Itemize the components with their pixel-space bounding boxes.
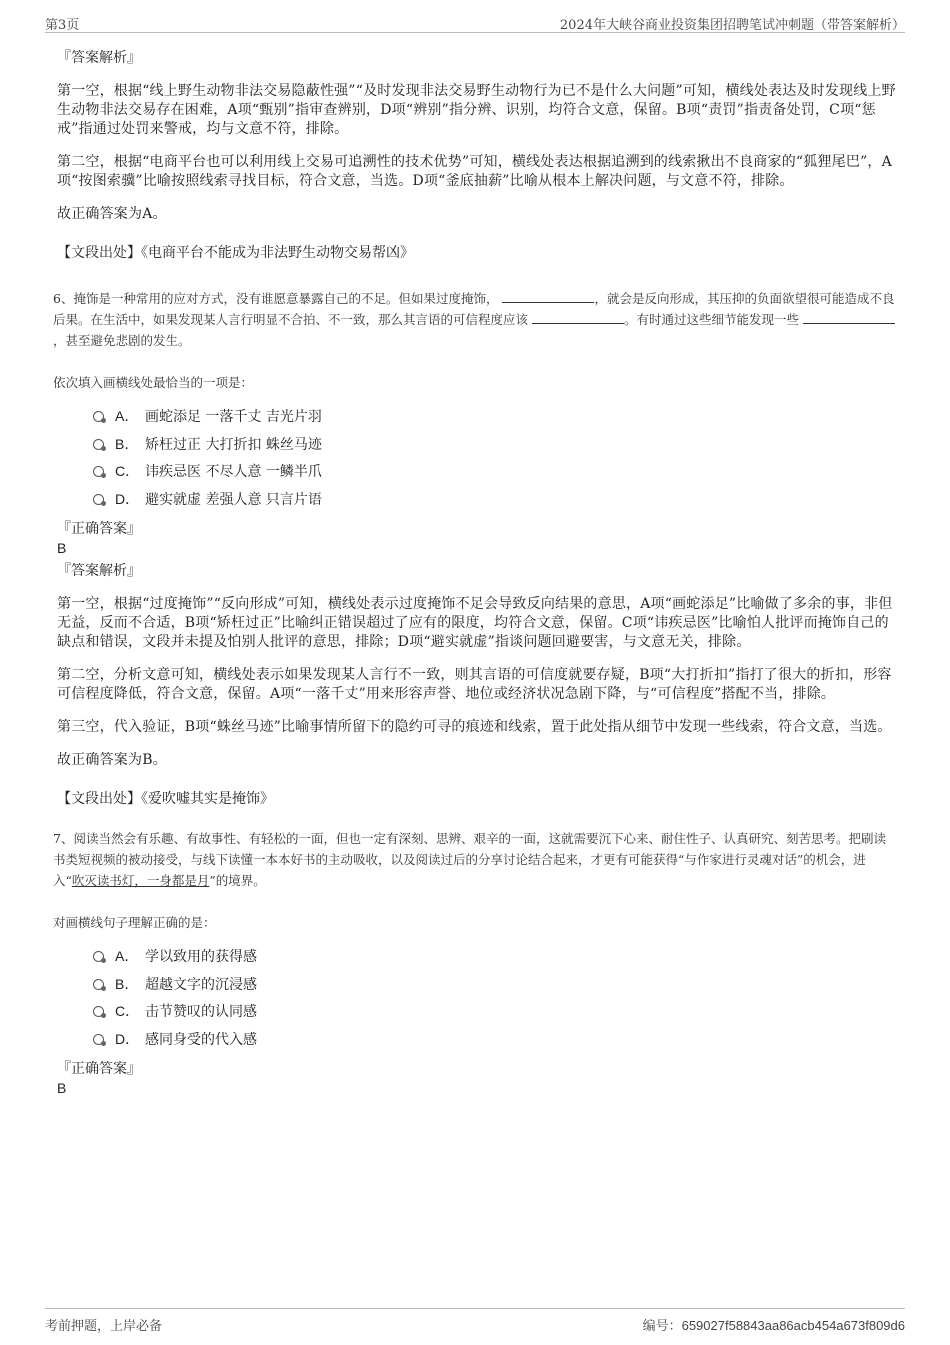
q7-correct-label: 『正确答案』	[57, 1061, 141, 1077]
q7-underlined-sentence: 吹灭读书灯，一身都是月	[71, 873, 210, 888]
q5-analysis-para-2: 第二空，根据“电商平台也可以利用线上交易可追溯性的技术优势”可知，横线处表达根据追溯到的线索揪出不良商家的“狐狸尾巴”，A项“按图索骥”比喻按照线索寻找目标，符合文意，当选。D项“釜底抽薪”比喻从根本上解决问题，与文意不符，排除。	[57, 154, 892, 189]
document-title: 2024年大峡谷商业投资集团招聘笔试冲刺题（带答案解析）	[559, 18, 905, 33]
radio-icon[interactable]	[93, 951, 104, 962]
page-content	[53, 40, 897, 1097]
q6-option-a[interactable]: A． 画蛇添足 一落千丈 吉光片羽	[93, 403, 897, 431]
q5-analysis-para-1: 第一空，根据“线上野生动物非法交易隐蔽性强”“及时发现非法交易野生动物行为已不是什么大问题”可知，横线处表达及时发现线上野生动物非法交易存在困难，A项“甄别”指审查辨别，D项“辨别”指分辨、识别，均符合文意，保留。B项“责罚”指责备处罚，C项“惩戒”指通过处罚来警戒，均与文意不符，排除。	[57, 83, 896, 137]
q7-option-d[interactable]: D． 感同身受的代入感	[93, 1026, 897, 1054]
q6-option-d[interactable]: D． 避实就虚 差强人意 只言片语	[93, 486, 897, 514]
q7-prompt: 对画横线句子理解正确的是：	[53, 915, 216, 930]
q6-options	[93, 403, 897, 513]
q5-conclusion: 故正确答案为A。	[57, 206, 167, 222]
q5-analysis-label: 『答案解析』	[57, 50, 141, 66]
page-number: 第3页	[45, 18, 80, 33]
page-footer	[45, 1308, 905, 1333]
document-code: 编号：659027f58843aa86acb454a673f809d6	[642, 1318, 905, 1333]
q5-source: 【文段出处】《电商平台不能成为非法野生动物交易帮凶》	[57, 245, 414, 261]
q6-analysis-label: 『答案解析』	[57, 563, 141, 579]
q7-option-b[interactable]: B． 超越文字的沉浸感	[93, 971, 897, 999]
q7-option-c[interactable]: C． 击节赞叹的认同感	[93, 998, 897, 1026]
radio-icon[interactable]	[93, 1034, 104, 1045]
q6-source: 【文段出处】《爱吹嘘其实是掩饰》	[57, 791, 274, 807]
blank-2	[532, 311, 624, 324]
radio-icon[interactable]	[93, 1006, 104, 1017]
radio-icon[interactable]	[93, 411, 104, 422]
radio-icon[interactable]	[93, 439, 104, 450]
q6-option-c[interactable]: C． 讳疾忌医 不尽人意 一鳞半爪	[93, 458, 897, 486]
radio-icon[interactable]	[93, 979, 104, 990]
blank-3	[803, 311, 895, 324]
q6-correct-label: 『正确答案』	[57, 521, 141, 537]
q7-correct-answer: B	[57, 1080, 67, 1096]
radio-icon[interactable]	[93, 494, 104, 505]
footer-slogan: 考前押题，上岸必备	[45, 1319, 163, 1334]
page-header	[45, 12, 905, 33]
q7-options	[93, 943, 897, 1053]
blank-1	[502, 290, 594, 303]
q6-prompt: 依次填入画横线处最恰当的一项是：	[53, 375, 254, 390]
q6-correct-answer: B	[57, 540, 67, 556]
q7-stem: 7、阅读当然会有乐趣、有故事性、有轻松的一面，但也一定有深刻、思辨、艰辛的一面，这就需要沉下心来、耐住性子、认真研究、刻苦思考。把刷读书类短视频的被动接受，与线下读懂一本本好书的主动吸收，以及阅读过后的分享讨论结合起来，才更有可能获得“与作家进行灵魂对话”的机会，进入“吹灭读书灯，一身都是月”的境界。	[53, 831, 886, 888]
q6-stem: 6、掩饰是一种常用的应对方式，没有谁愿意暴露自己的不足。但如果过度掩饰， ，就会是反向形成，其压抑的负面欲望很可能造成不良后果。在生活中，如果发现某人言行明显不合拍、不一致，那么其言语的可信程度应该 。有时通过这些细节能发现一些 ，甚至避免悲剧的发生。	[53, 291, 895, 348]
q6-conclusion: 故正确答案为B。	[57, 752, 167, 768]
radio-icon[interactable]	[93, 466, 104, 477]
q6-analysis-para-2: 第二空，分析文意可知，横线处表示如果发现某人言行不一致，则其言语的可信度就要存疑，B项“大打折扣”指打了很大的折扣，形容可信程度降低，符合文意，保留。A项“一落千丈”用来形容声誉、地位或经济状况急剧下降，与“可信程度”搭配不当，排除。	[57, 667, 892, 702]
q6-option-b[interactable]: B． 矫枉过正 大打折扣 蛛丝马迹	[93, 431, 897, 459]
q6-analysis-para-3: 第三空，代入验证，B项“蛛丝马迹”比喻事情所留下的隐约可寻的痕迹和线索，置于此处指从细节中发现一些线索，符合文意，当选。	[57, 719, 892, 735]
q6-analysis-para-1: 第一空，根据“过度掩饰”“反向形成”可知，横线处表示过度掩饰不足会导致反向结果的意思，A项“画蛇添足”比喻做了多余的事，非但无益，反而不合适，B项“矫枉过正”比喻纠正错误超过了应有的限度，均符合文意，保留。C项“讳疾忌医”比喻怕人批评而掩饰自己的缺点和错误，文段并未提及怕别人批评的意思，排除；D项“避实就虚”指谈问题回避要害，与文意无关，排除。	[57, 596, 893, 650]
q7-option-a[interactable]: A． 学以致用的获得感	[93, 943, 897, 971]
